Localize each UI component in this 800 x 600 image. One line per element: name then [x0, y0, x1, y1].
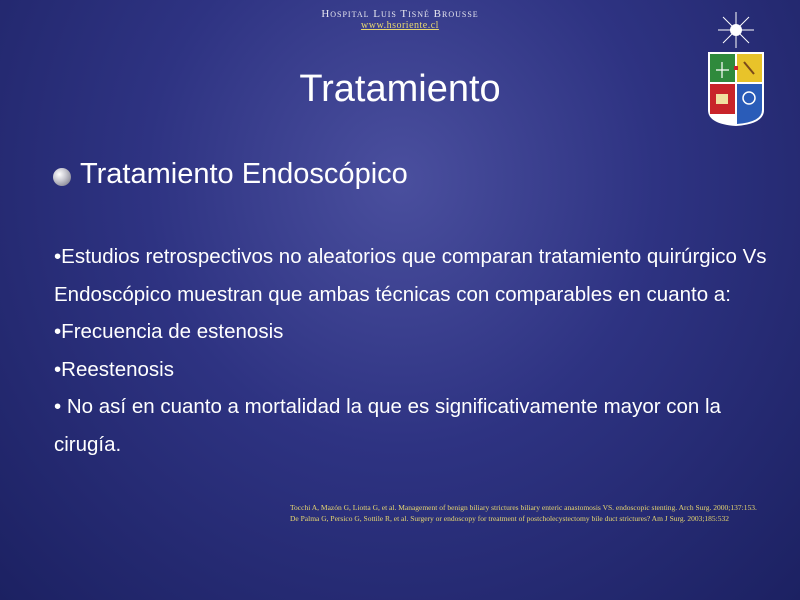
reference-item: De Palma G, Persico G, Sottile R, et al. Surgery or endoscopy for treatment of postcholecystectomy bile duct strictures? Am J Surg. 2003;185:532 [290, 513, 730, 523]
sphere-bullet-icon [53, 168, 71, 186]
hospital-name: Hospital Luis Tisné Brousse [321, 8, 479, 20]
slide-title: Tratamiento [299, 68, 501, 110]
references [290, 503, 780, 524]
paragraph: • No así en cuanto a mortalidad la que es significativamente mayor con la cirugía. [54, 395, 721, 456]
paragraph: •Estudios retrospectivos no aleatorios que comparan tratamiento quirúrgico Vs Endoscópico muestran que ambas técnicas con comparables en cuanto a: [54, 245, 767, 306]
hospital-url[interactable]: www.hsoriente.cl [361, 20, 439, 31]
paragraph: •Frecuencia de estenosis [54, 320, 284, 343]
body-text [54, 238, 774, 463]
reference-item: Tocchi A, Mazón G, Liotta G, et al. Management of benign biliary strictures biliary enteric anastomosis VS. endoscopic stenting. Arch Surg. 2000;137:153. [290, 503, 757, 512]
paragraph: •Reestenosis [54, 357, 174, 381]
section-heading: Tratamiento Endoscópico [80, 158, 408, 190]
